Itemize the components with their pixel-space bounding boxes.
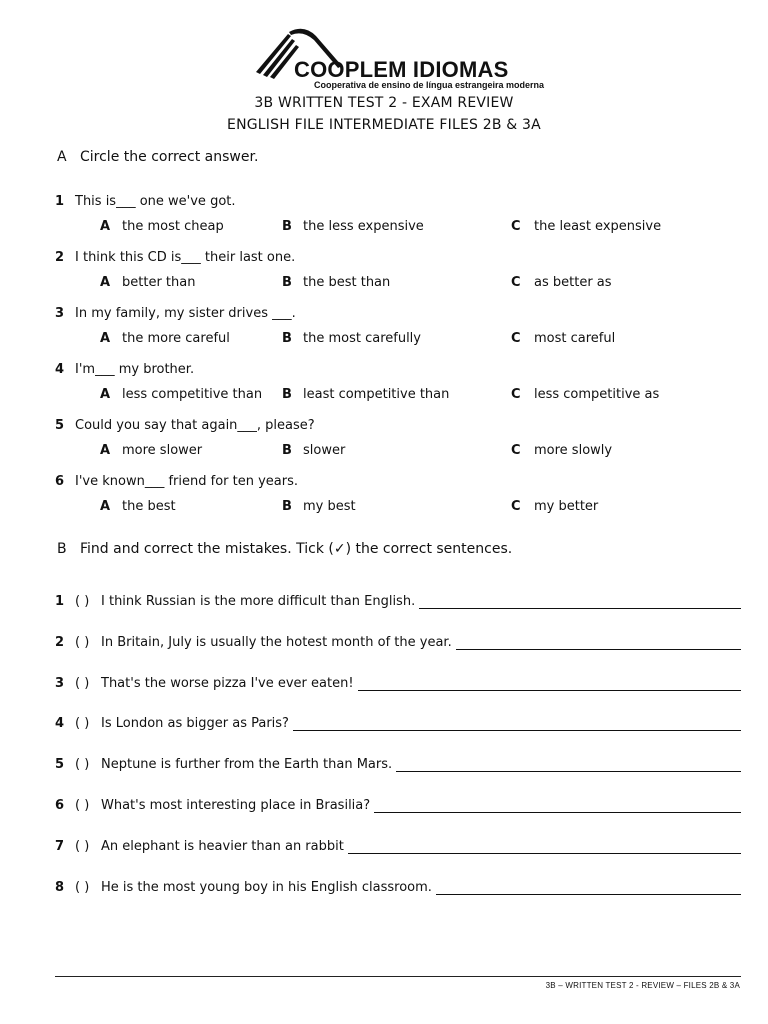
answer-line[interactable] [293, 730, 741, 731]
option-letter-b[interactable]: B [282, 443, 292, 458]
option-text-a[interactable]: the best [122, 499, 176, 514]
option-text-a[interactable]: less competitive than [122, 387, 263, 402]
option-letter-c[interactable]: C [511, 387, 521, 402]
option-text-a[interactable]: more slower [122, 443, 203, 458]
question-number: 5 [55, 418, 65, 433]
footer-divider [55, 976, 741, 977]
section-a-instruction: Circle the correct answer. [80, 149, 259, 165]
correction-item [55, 798, 741, 816]
logo-name: COOPLEM IDIOMAS [294, 57, 509, 82]
cooplem-logo [254, 26, 554, 90]
tick-box[interactable]: ( ) [75, 839, 90, 854]
option-text-c[interactable]: less competitive as [534, 387, 660, 402]
option-letter-c[interactable]: C [511, 499, 521, 514]
question-text: I'm___ my brother. [75, 362, 195, 377]
option-letter-b[interactable]: B [282, 387, 292, 402]
sentence-text: I think Russian is the more difficult than English. [101, 594, 416, 609]
question-text: This is___ one we've got. [75, 194, 236, 209]
footer-text: 3B – WRITTEN TEST 2 - REVIEW – FILES 2B & 3A [545, 981, 740, 990]
logo-tagline: Cooperativa de ensino de língua estrangeira moderna [314, 80, 545, 90]
question-number: 2 [55, 250, 65, 265]
item-number: 3 [55, 676, 65, 691]
page-subtitle: ENGLISH FILE INTERMEDIATE FILES 2B & 3A [227, 117, 541, 133]
option-letter-c[interactable]: C [511, 219, 521, 234]
tick-box[interactable]: ( ) [75, 880, 90, 895]
correction-item [55, 716, 741, 734]
option-letter-b[interactable]: B [282, 219, 292, 234]
option-text-c[interactable]: as better as [534, 275, 612, 290]
tick-box[interactable]: ( ) [75, 676, 90, 691]
section-b-instruction: Find and correct the mistakes. Tick (✓) the correct sentences. [80, 541, 513, 557]
answer-line[interactable] [374, 812, 741, 813]
option-letter-a[interactable]: A [100, 275, 111, 290]
item-number: 5 [55, 757, 65, 772]
sentence-text: Is London as bigger as Paris? [101, 716, 289, 731]
option-text-b[interactable]: my best [303, 499, 356, 514]
option-letter-c[interactable]: C [511, 443, 521, 458]
item-number: 6 [55, 798, 65, 813]
option-letter-a[interactable]: A [100, 443, 111, 458]
correction-item [55, 880, 741, 898]
question-text: I've known___ friend for ten years. [75, 474, 298, 489]
tick-box[interactable]: ( ) [75, 716, 90, 731]
sentence-text: An elephant is heavier than an rabbit [101, 839, 344, 854]
option-letter-c[interactable]: C [511, 331, 521, 346]
option-text-c[interactable]: more slowly [534, 443, 613, 458]
answer-line[interactable] [396, 771, 741, 772]
option-text-b[interactable]: the less expensive [303, 219, 424, 234]
item-number: 7 [55, 839, 65, 854]
option-letter-b[interactable]: B [282, 275, 292, 290]
option-letter-b[interactable]: B [282, 499, 292, 514]
correction-item [55, 757, 741, 775]
answer-line[interactable] [436, 894, 741, 895]
option-text-a[interactable]: the more careful [122, 331, 230, 346]
option-letter-a[interactable]: A [100, 499, 111, 514]
correction-item [55, 594, 741, 612]
sentence-text: In Britain, July is usually the hotest month of the year. [101, 635, 452, 650]
question-text: Could you say that again___, please? [75, 418, 315, 433]
option-text-b[interactable]: the best than [303, 275, 391, 290]
option-text-b[interactable]: least competitive than [303, 387, 450, 402]
option-text-a[interactable]: better than [122, 275, 196, 290]
option-text-a[interactable]: the most cheap [122, 219, 224, 234]
question-number: 1 [55, 194, 65, 209]
tick-box[interactable]: ( ) [75, 594, 90, 609]
correction-item [55, 635, 741, 653]
answer-line[interactable] [358, 690, 741, 691]
item-number: 4 [55, 716, 65, 731]
item-number: 2 [55, 635, 65, 650]
page-title: 3B WRITTEN TEST 2 - EXAM REVIEW [254, 95, 514, 111]
option-text-c[interactable]: most careful [534, 331, 616, 346]
item-number: 8 [55, 880, 65, 895]
tick-box[interactable]: ( ) [75, 757, 90, 772]
option-text-c[interactable]: the least expensive [534, 219, 662, 234]
question-number: 4 [55, 362, 65, 377]
section-a-letter: A [57, 149, 67, 165]
option-letter-c[interactable]: C [511, 275, 521, 290]
answer-line[interactable] [348, 853, 741, 854]
section-b-letter: B [57, 541, 67, 557]
tick-box[interactable]: ( ) [75, 635, 90, 650]
item-number: 1 [55, 594, 65, 609]
sentence-text: What's most interesting place in Brasilia? [101, 798, 371, 813]
question-number: 3 [55, 306, 65, 321]
question-text: In my family, my sister drives ___. [75, 306, 296, 321]
option-letter-a[interactable]: A [100, 331, 111, 346]
question-text: I think this CD is___ their last one. [75, 250, 296, 265]
answer-line[interactable] [456, 649, 741, 650]
option-text-c[interactable]: my better [534, 499, 599, 514]
sentence-text: He is the most young boy in his English classroom. [101, 880, 432, 895]
correction-item [55, 676, 741, 694]
option-text-b[interactable]: slower [303, 443, 346, 458]
answer-line[interactable] [419, 608, 741, 609]
option-letter-b[interactable]: B [282, 331, 292, 346]
correction-item [55, 839, 741, 857]
tick-box[interactable]: ( ) [75, 798, 90, 813]
sentence-text: That's the worse pizza I've ever eaten! [101, 676, 354, 691]
question-number: 6 [55, 474, 65, 489]
sentence-text: Neptune is further from the Earth than Mars. [101, 757, 393, 772]
option-letter-a[interactable]: A [100, 387, 111, 402]
option-text-b[interactable]: the most carefully [303, 331, 421, 346]
option-letter-a[interactable]: A [100, 219, 111, 234]
